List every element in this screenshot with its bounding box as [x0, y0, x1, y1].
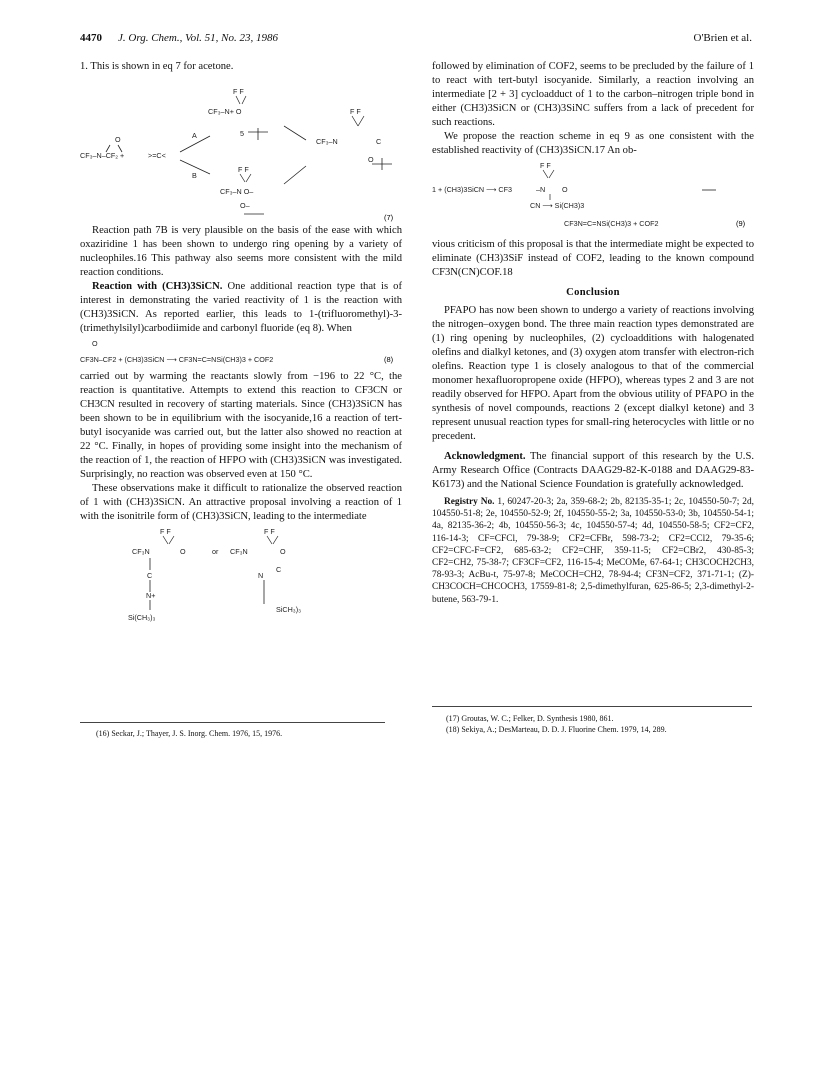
- svg-text:Si(CH₃)₃: Si(CH₃)₃: [128, 613, 156, 622]
- running-authors: O'Brien et al.: [693, 32, 752, 44]
- svg-text:O: O: [562, 185, 568, 194]
- page-header: [80, 32, 752, 50]
- eq8-text: CF3N–CF2 + (CH3)3SiCN ⟶ CF3N=C=NSi(CH3)3 + COF2: [80, 355, 274, 364]
- svg-text:SiCH₃)₃: SiCH₃)₃: [276, 605, 302, 614]
- svg-text:F F: F F: [233, 87, 244, 96]
- svg-text:O–: O–: [240, 201, 250, 210]
- svg-text:–N: –N: [536, 185, 546, 194]
- svg-text:C: C: [276, 565, 282, 574]
- svg-text:C: C: [147, 571, 153, 580]
- left-intro-line: 1. This is shown in eq 7 for acetone.: [80, 61, 234, 72]
- svg-text:5: 5: [240, 129, 244, 138]
- eq9-bottom: CF3N=C=NSi(CH3)3 + COF2: [564, 219, 659, 228]
- footnote-rule-left: [80, 722, 385, 723]
- ack-heading: Acknowledgment.: [444, 451, 526, 462]
- journal-citation: J. Org. Chem., Vol. 51, No. 23, 1986: [118, 32, 279, 44]
- sicn-heading: Reaction with (CH3)3SiCN.: [92, 281, 223, 292]
- para-path-7b: Reaction path 7B is very plausible on the basis of the ease with which oxaziridine 1 has been shown to undergo ring opening by a variety of nucleophiles.16 This pathway also seems more consistent with the mild reaction conditions.: [80, 225, 402, 278]
- equation-7-scheme: [80, 74, 402, 224]
- eq7-number: (7): [384, 213, 394, 222]
- footnote-rule-right: [432, 706, 752, 707]
- left-column: [80, 60, 402, 624]
- footnote-17: (17) Groutas, W. C.; Felker, D. Synthesis 1980, 861.: [446, 714, 614, 723]
- conclusion-heading: Conclusion: [566, 287, 620, 298]
- para-registry: [432, 496, 754, 606]
- svg-text:F F: F F: [350, 107, 361, 116]
- svg-text:CF₃N: CF₃N: [230, 547, 248, 556]
- svg-text:O: O: [92, 339, 98, 348]
- para-acknowledgment: [432, 450, 754, 492]
- svg-text:>=C<: >=C<: [148, 151, 166, 160]
- svg-text:CF₃–N O–: CF₃–N O–: [220, 187, 254, 196]
- path-b-label: B: [192, 171, 197, 180]
- registry-body: 1, 60247-20-3; 2a, 359-68-2; 2b, 82135-35-1; 2c, 104550-50-7; 2d, 104550-51-8; 2e, 104550-52-9; 2f, 104550-55-2; 3a, 104550-53-0; 3b, 104550-54-1; 4a, 82135-36-2; 4b, 104550-56-3; 4c, 104550-57-4; 4d, 104550-58-5; CF2=CF2, 116-14-3; CF=CFCl, 79-38-9; CF2=CFBr, 598-73-2; CF2=CCl2, 79-35-6; CF2=CFC-F=CF2, 685-63-2; CF2=CHF, 359-11-5; CF2=CBr2, 430-85-3; CF2=CH2, 75-38-7; CF3CF=CF2, 116-15-4; MeCOMe, 67-64-1; CH3COCH2CH3, 78-93-3; AcBu-t, 75-97-8; MeCOCH=CH2, 78-94-4; CF3N=CF2, 371-71-1; (Z)-CH3COCH=CHCOCH3, 17559-81-8; 2,5-dimethylfuran, 625-86-5; 2,3-dimethyl-2-butene, 563-79-1.: [432, 497, 755, 605]
- para-conclusion: PFAPO has now been shown to undergo a variety of reactions involving the nitrogen–oxygen bond. The three main reaction types demonstrated are (1) ring opening by nucleophiles, (2) cycloadditions with halogenated olefins and dialkyl ketones, and (3) oxygen atom transfer with electron-rich olefins. Reaction type 1 is closely analogous to that of the commercial monomer hexafluoropropene oxide (HFPO), whereas types 2 and 3 are not readily observed for HFPO. Apart from the obvious utility of PFAPO in the synthesis of novel compounds, reactions 2 (except dialkyl ketone) and 3 represent unusual reaction types for small-ring heterocycles with little or no precedent.: [432, 305, 754, 442]
- path-a-label: A: [192, 131, 197, 140]
- intermediate-structures: [80, 524, 402, 624]
- footnote-18: (18) Sekiya, A.; DesMarteau, D. D. J. Fluorine Chem. 1979, 14, 289.: [446, 725, 667, 734]
- svg-text:CF₃–N+ O: CF₃–N+ O: [208, 107, 242, 116]
- svg-text:CF₃–N–CF₂ +: CF₃–N–CF₂ +: [80, 151, 125, 160]
- eq7-o-label: O: [115, 135, 121, 144]
- footnote-16: (16) Seckar, J.; Thayer, J. S. Inorg. Chem. 1976, 15, 1976.: [96, 729, 283, 738]
- svg-text:F F: F F: [264, 527, 275, 536]
- svg-text:CF₃–N: CF₃–N: [316, 137, 338, 146]
- svg-text:CF₃N: CF₃N: [132, 547, 150, 556]
- para-elimination: followed by elimination of COF2, seems to be precluded by the failure of 1 to react with tert-butyl isocyanide. Similarly, a reaction involving an intermediate [2 + 3] cycloadduct of 1 to the carbon–nitrogen triple bond in either (CH3)3SiCN or (CH3)3SiNC suffers from a lack of precedent for such reactions.: [432, 61, 754, 128]
- para-observations: These observations make it difficult to rationalize the observed reaction of 1 with (CH3)3SiCN. An attractive proposal involving a reaction of 1 with the isonitrile form of (CH3)3SiCN, leading to the intermediate: [80, 483, 402, 522]
- svg-text:O: O: [280, 547, 286, 556]
- eq9-cn: CN ⟶ Si(CH3)3: [530, 201, 585, 210]
- eq8-number: (8): [384, 355, 394, 364]
- or-label: or: [212, 547, 219, 556]
- svg-text:C: C: [376, 137, 382, 146]
- right-column: [432, 60, 754, 606]
- svg-text:N+: N+: [146, 591, 156, 600]
- para-criticism: vious criticism of this proposal is that the intermediate might be expected to eliminate (CH3)3SiF instead of COF2, leading to the known compound CF3N(CN)COF.18: [432, 239, 754, 278]
- para-sicn: [80, 280, 402, 336]
- registry-heading: Registry No.: [444, 497, 495, 507]
- svg-text:F F: F F: [540, 161, 551, 170]
- svg-text:O: O: [180, 547, 186, 556]
- sicn-body: One additional reaction type that is of interest in demonstrating the varied reactivity of 1 is the reaction with (CH3)3SiCN. As reported earlier, this leads to 1-(trifluoromethyl)-3-(trimethylsilyl)carbodiimide and carbonyl fluoride (eq 8). When: [80, 281, 402, 334]
- para-propose: We propose the reaction scheme in eq 9 as one consistent with the established reactivity of (CH3)3SiCN.17 An ob-: [432, 131, 754, 156]
- ack-body: The financial support of this research by the U.S. Army Research Office (Contracts DAAG29-82-K-0188 and DAAG29-83-K6173) and the National Science Foundation is gratefully acknowledged.: [432, 451, 754, 490]
- equation-9-scheme: [432, 158, 754, 238]
- page-number: 4470: [80, 32, 102, 44]
- svg-text:F F: F F: [238, 165, 249, 174]
- svg-text:F F: F F: [160, 527, 171, 536]
- eq9-number: (9): [736, 219, 746, 228]
- svg-text:N: N: [258, 571, 264, 580]
- svg-text:O: O: [368, 155, 374, 164]
- equation-8: [80, 336, 402, 370]
- para-warming: carried out by warming the reactants slowly from −196 to 22 °C, the reaction is quantitative. Attempts to extend this reaction to CF3CN or CH3CN resulted in recovery of starting materials. Since (CH3)3SiCN has been shown to be in equilibrium with the isocyanide,16 a reaction of tert-butyl isocyanide was carried out, but the latter also showed no reaction at 22 °C. Finally, in hopes of providing some insight into the mechanism of the reaction of 1, the reaction of HFPO with (CH3)3SiCN was investigated. Surprisingly, no reaction was observed even at 150 °C.: [80, 371, 402, 480]
- eq9-left: 1 + (CH3)3SiCN ⟶ CF3: [432, 185, 512, 194]
